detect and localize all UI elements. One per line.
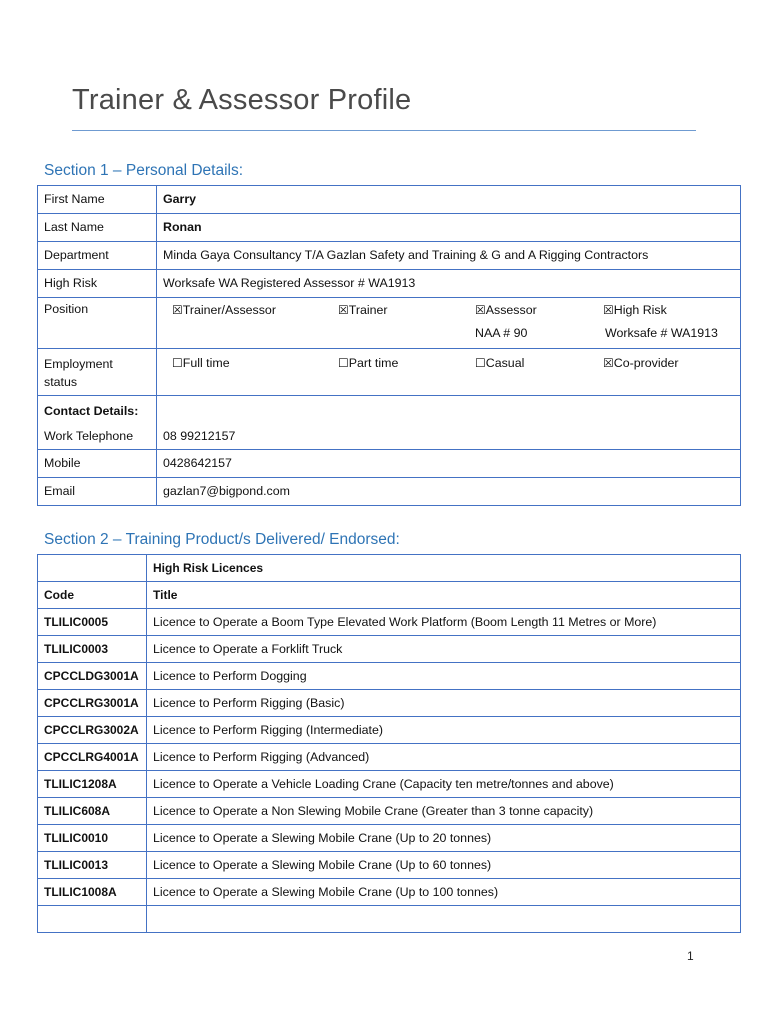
group-title: High Risk Licences xyxy=(147,555,741,582)
column-header-code: Code xyxy=(38,582,147,609)
checkbox-checked-icon: ☒ xyxy=(603,356,614,370)
row-title: Licence to Perform Dogging xyxy=(147,663,741,690)
row-position xyxy=(38,298,741,349)
employment-option-co-provider[interactable]: ☒Co-provider xyxy=(603,356,679,370)
position-option-high-risk[interactable]: ☒High Risk xyxy=(603,303,667,317)
row-title: Licence to Operate a Vehicle Loading Crane (Capacity ten metre/tonnes and above) xyxy=(147,771,741,798)
checkbox-unchecked-icon: ☐ xyxy=(172,356,183,370)
table-row xyxy=(38,825,741,852)
row-high-risk xyxy=(38,270,741,298)
employment-options xyxy=(157,349,740,395)
row-title: Licence to Operate a Non Slewing Mobile Crane (Greater than 3 tonne capacity) xyxy=(147,798,741,825)
table-row xyxy=(38,771,741,798)
row-code: TLILIC0010 xyxy=(38,825,147,852)
page-title: Trainer & Assessor Profile xyxy=(72,84,412,116)
row-code: TLILIC0005 xyxy=(38,609,147,636)
email-label: Email xyxy=(38,478,157,506)
table-row xyxy=(38,879,741,906)
mobile-label: Mobile xyxy=(38,450,157,478)
last-name-label: Last Name xyxy=(38,214,157,242)
row-last-name xyxy=(38,214,741,242)
row-code: TLILIC0003 xyxy=(38,636,147,663)
training-products-table xyxy=(37,554,741,933)
checkbox-checked-icon: ☒ xyxy=(172,303,183,317)
empty-row xyxy=(38,906,741,933)
row-title: Licence to Perform Rigging (Basic) xyxy=(147,690,741,717)
row-title: Licence to Perform Rigging (Intermediate) xyxy=(147,717,741,744)
assessor-naa-number: NAA # 90 xyxy=(475,326,528,340)
row-email xyxy=(38,478,741,506)
first-name-label: First Name xyxy=(38,186,157,214)
checkbox-checked-icon: ☒ xyxy=(475,303,486,317)
title-rule xyxy=(72,130,696,131)
row-department xyxy=(38,242,741,270)
high-risk-value: Worksafe WA Registered Assessor # WA1913 xyxy=(157,270,741,298)
table-row xyxy=(38,690,741,717)
position-options xyxy=(157,298,740,348)
checkbox-checked-icon: ☒ xyxy=(338,303,349,317)
department-label: Department xyxy=(38,242,157,270)
employment-status-label: Employment status xyxy=(38,349,157,396)
work-telephone-label: Work Telephone xyxy=(44,429,134,443)
row-first-name xyxy=(38,186,741,214)
employment-option-casual[interactable]: ☐Casual xyxy=(475,356,525,370)
table-row xyxy=(38,663,741,690)
column-header-title: Title xyxy=(147,582,741,609)
checkbox-checked-icon: ☒ xyxy=(603,303,614,317)
row-title: Licence to Operate a Forklift Truck xyxy=(147,636,741,663)
table-row xyxy=(38,636,741,663)
row-title: Licence to Operate a Slewing Mobile Crane (Up to 100 tonnes) xyxy=(147,879,741,906)
position-label: Position xyxy=(38,298,157,349)
first-name-value: Garry xyxy=(157,186,741,214)
row-code: CPCCLRG3002A xyxy=(38,717,147,744)
group-header-row xyxy=(38,555,741,582)
table-row xyxy=(38,717,741,744)
row-employment-status xyxy=(38,349,741,396)
row-code: TLILIC0013 xyxy=(38,852,147,879)
high-risk-label: High Risk xyxy=(38,270,157,298)
high-risk-worksafe-number: Worksafe # WA1913 xyxy=(605,326,718,340)
position-option-trainer[interactable]: ☒Trainer xyxy=(338,303,388,317)
personal-details-table xyxy=(37,185,741,506)
position-option-assessor[interactable]: ☒Assessor xyxy=(475,303,537,317)
position-option-trainer-assessor[interactable]: ☒Trainer/Assessor xyxy=(172,303,276,317)
row-title: Licence to Perform Rigging (Advanced) xyxy=(147,744,741,771)
row-code: TLILIC1008A xyxy=(38,879,147,906)
mobile-value: 0428642157 xyxy=(157,450,741,478)
email-value: gazlan7@bigpond.com xyxy=(157,478,741,506)
row-code: CPCCLDG3001A xyxy=(38,663,147,690)
row-code: TLILIC1208A xyxy=(38,771,147,798)
column-header-row xyxy=(38,582,741,609)
row-title: Licence to Operate a Slewing Mobile Crane (Up to 60 tonnes) xyxy=(147,852,741,879)
page-number: 1 xyxy=(687,949,694,963)
checkbox-unchecked-icon: ☐ xyxy=(475,356,486,370)
table-row xyxy=(38,852,741,879)
section1-heading: Section 1 – Personal Details: xyxy=(44,162,244,179)
contact-details-heading: Contact Details: xyxy=(44,404,139,418)
department-value: Minda Gaya Consultancy T/A Gazlan Safety and Training & G and A Rigging Contractors xyxy=(157,242,741,270)
row-code: TLILIC608A xyxy=(38,798,147,825)
row-title: Licence to Operate a Slewing Mobile Crane (Up to 20 tonnes) xyxy=(147,825,741,852)
employment-option-full-time[interactable]: ☐Full time xyxy=(172,356,230,370)
row-mobile xyxy=(38,450,741,478)
row-code: CPCCLRG4001A xyxy=(38,744,147,771)
row-code: CPCCLRG3001A xyxy=(38,690,147,717)
employment-option-part-time[interactable]: ☐Part time xyxy=(338,356,399,370)
table-row xyxy=(38,609,741,636)
row-title: Licence to Operate a Boom Type Elevated Work Platform (Boom Length 11 Metres or More) xyxy=(147,609,741,636)
section2-heading: Section 2 – Training Product/s Delivered/ Endorsed: xyxy=(44,531,400,548)
checkbox-unchecked-icon: ☐ xyxy=(338,356,349,370)
table-row xyxy=(38,744,741,771)
table-row xyxy=(38,798,741,825)
last-name-value: Ronan xyxy=(157,214,741,242)
work-telephone-value: 08 99212157 xyxy=(163,429,236,443)
row-contact-details xyxy=(38,396,741,450)
